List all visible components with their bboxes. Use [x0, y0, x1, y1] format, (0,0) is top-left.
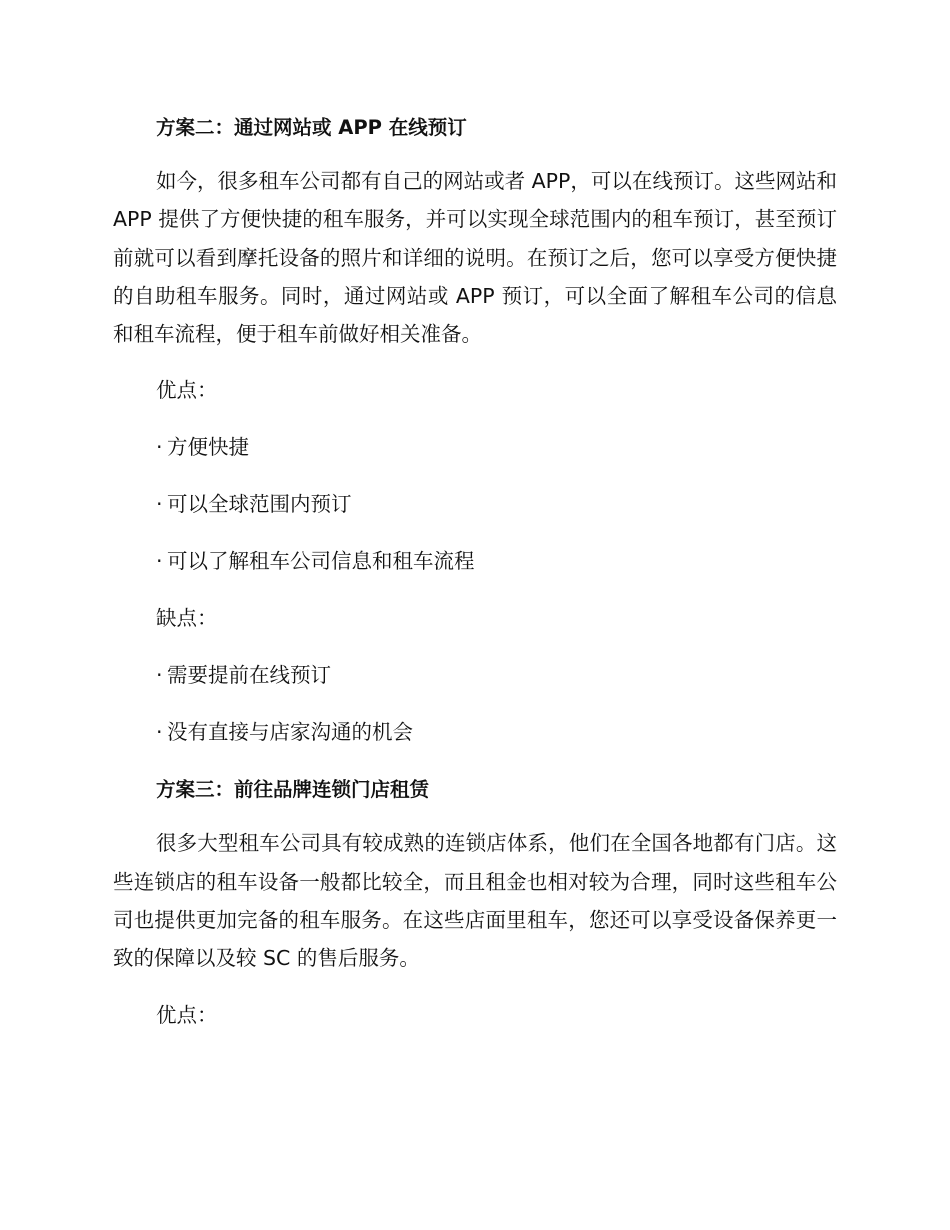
plan2-pros-item-text: 可以全球范围内预订	[167, 492, 352, 517]
plan2-cons-item-text: 需要提前在线预订	[167, 663, 331, 688]
plan2-cons-label: 缺点：	[156, 606, 218, 631]
plan2-cons-item	[113, 656, 837, 694]
plan3-pros-label: 优点：	[156, 1002, 218, 1027]
plan3-heading: 方案三：前往品牌连锁门店租赁	[156, 778, 430, 802]
plan2-pros-item-text: 可以了解租车公司信息和租车流程	[167, 549, 475, 574]
plan2-pros-item	[113, 485, 837, 523]
plan2-heading: 方案二：通过网站或 APP 在线预订	[156, 116, 467, 139]
bullet-symbol: ·	[156, 549, 163, 574]
plan2-cons-item	[113, 713, 837, 751]
plan2-pros-item	[113, 428, 837, 466]
plan3-paragraph: 很多大型租车公司具有较成熟的连锁店体系，他们在全国各地都有门店。这些连锁店的租车设备一般都比较全，而且租金也相对较为合理，同时这些租车公司也提供更加完备的租车服务。在这些店面里租车，您还可以享受设备保养更一致的保障以及较 SC 的售后服务。	[113, 831, 837, 971]
bullet-symbol: ·	[156, 435, 163, 460]
bullet-symbol: ·	[156, 663, 163, 688]
plan2-pros-label: 优点：	[156, 378, 218, 403]
document-content	[113, 108, 837, 1053]
bullet-symbol: ·	[156, 720, 163, 745]
plan2-paragraph: 如今，很多租车公司都有自己的网站或者 APP，可以在线预订。这些网站和 APP 提供了方便快捷的租车服务，并可以实现全球范围内的租车预订，甚至预订前就可以看到摩托设备的照片和详细的说明。在预订之后，您可以享受方便快捷的自助租车服务。同时，通过网站或 APP 预订，可以全面了解租车公司的信息和租车流程，便于租车前做好相关准备。	[113, 169, 837, 347]
plan2-cons-item-text: 没有直接与店家沟通的机会	[167, 720, 413, 745]
plan2-pros-item	[113, 542, 837, 580]
plan2-pros-item-text: 方便快捷	[167, 435, 249, 460]
bullet-symbol: ·	[156, 492, 163, 517]
